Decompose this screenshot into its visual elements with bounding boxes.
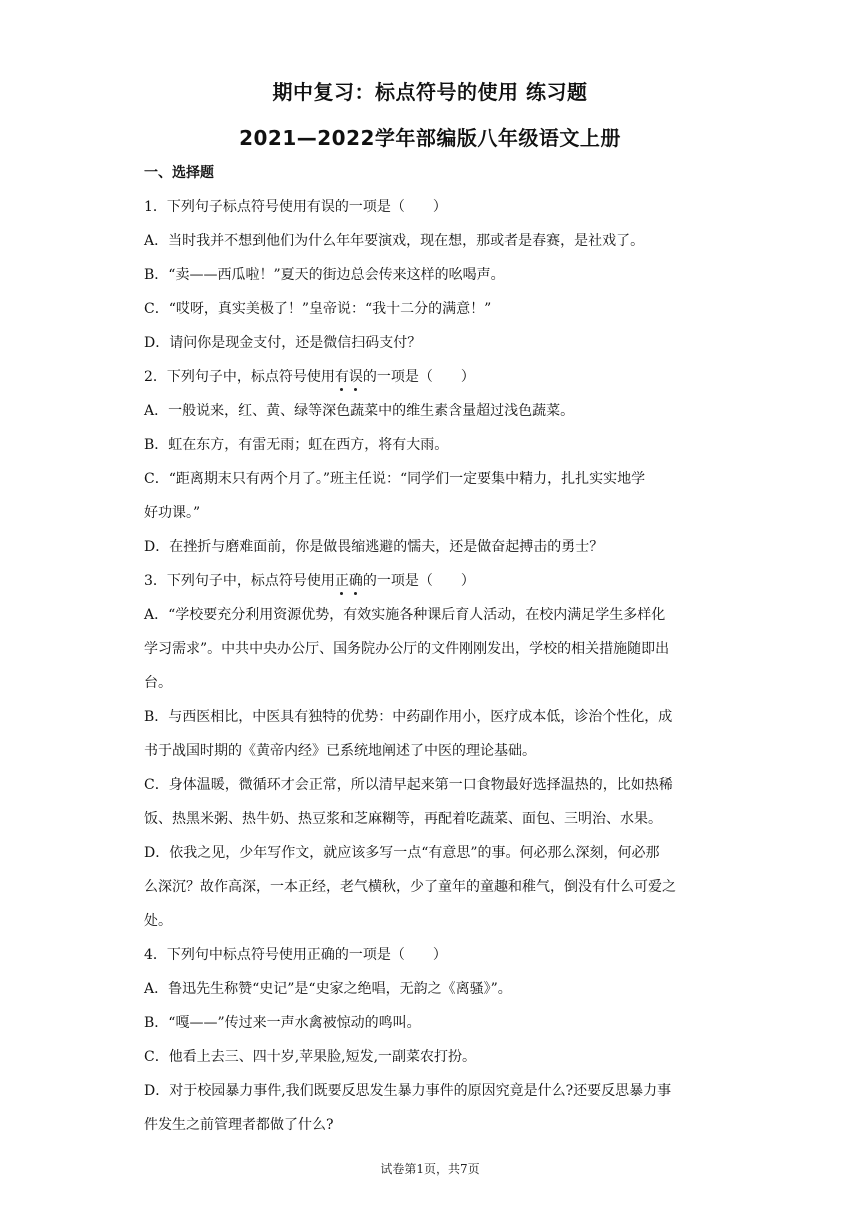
question-3-option-a-cont2: 台。 (144, 675, 172, 691)
question-1-stem: 1．下列句子标点符号使用有误的一项是（ ） (144, 199, 447, 215)
question-4-stem: 4．下列句中标点符号使用正确的一项是（ ） (144, 947, 447, 963)
question-3-option-b-cont: 书于战国时期的《黄帝内经》已系统地阐述了中医的理论基础。 (144, 743, 536, 759)
question-1-option-d: D．请问你是现金支付，还是微信扫码支付？ (144, 335, 422, 351)
question-4-option-d-cont: 件发生之前管理者都做了什么? (144, 1117, 334, 1133)
question-3-option-c: C．身体温暖，微循环才会正常，所以清早起来第一口食物最好选择温热的，比如热稀 (144, 777, 673, 793)
question-1-option-b: B．“卖——西瓜啦！”夏天的街边总会传来这样的吆喝声。 (144, 267, 505, 283)
page-footer: 试卷第1页，共7页 (380, 1162, 480, 1176)
question-4-option-a: A．鲁迅先生称赞“史记”是“史家之绝唱，无韵之《离骚》”。 (144, 981, 512, 997)
question-3-option-a: A．“学校要充分利用资源优势，有效实施各种课后育人活动，在校内满足学生多样化 (144, 607, 666, 623)
question-4-option-c: C．他看上去三、四十岁,苹果脸,短发,一副菜农打扮。 (144, 1049, 477, 1065)
question-4-option-d: D．对于校园暴力事件,我们既要反思发生暴力事件的原因究竟是什么?还要反思暴力事 (144, 1083, 672, 1099)
question-2-option-a: A．一般说来，红、黄、绿等深色蔬菜中的维生素含量超过浅色蔬菜。 (144, 403, 575, 419)
section-heading: 一、选择题 (144, 165, 214, 181)
emphasis-text (335, 369, 363, 385)
question-2-option-b: B．虹在东方，有雷无雨；虹在西方，将有大雨。 (144, 437, 449, 453)
question-2-stem (144, 366, 475, 386)
question-3-stem (144, 570, 475, 590)
question-2-option-d: D．在挫折与磨难面前，你是做畏缩逃避的懦夫，还是做奋起搏击的勇士？ (144, 539, 604, 555)
question-3-option-b: B．与西医相比，中医具有独特的优势：中药副作用小，医疗成本低，诊治个性化，成 (144, 709, 673, 725)
question-2-stem-post: 的一项是（ ） (362, 369, 475, 385)
question-3-stem-post: 的一项是（ ） (362, 573, 475, 589)
page-subtitle: 2021—2022学年部编版八年级语文上册 (239, 126, 621, 150)
question-2-option-c: C．“距离期末只有两个月了。”班主任说：“同学们一定要集中精力，扎扎实实地学 (144, 471, 646, 487)
question-3-option-d: D．依我之见，少年写作文，就应该多写一点“有意思”的事。何必那么深刻，何必那 (144, 845, 660, 861)
question-3-option-a-cont: 学习需求”。中共中央办公厅、国务院办公厅的文件刚刚发出，学校的相关措施随即出 (144, 641, 670, 657)
question-3-option-c-cont: 饭、热黑米粥、热牛奶、热豆浆和芝麻糊等，再配着吃蔬菜、面包、三明治、水果。 (144, 811, 662, 827)
question-1-option-a: A．当时我并不想到他们为什么年年要演戏，现在想，那或者是春赛，是社戏了。 (144, 233, 645, 249)
question-4-option-b: B．“嘎——”传过来一声水禽被惊动的鸣叫。 (144, 1015, 421, 1031)
question-1-option-c: C．“哎呀，真实美极了！”皇帝说：“我十二分的满意！” (144, 301, 492, 317)
question-3-option-d-cont2: 处。 (144, 913, 172, 929)
question-3-option-d-cont: 么深沉？故作高深，一本正经，老气横秋，少了童年的童趣和稚气，倒没有什么可爱之 (144, 879, 676, 895)
page-title: 期中复习：标点符号的使用 练习题 (272, 80, 588, 104)
emphasis-char: 有 (335, 366, 349, 386)
question-3-stem-pre: 3．下列句子中，标点符号使用 (144, 573, 335, 589)
emphasis-char: 误 (349, 366, 363, 386)
emphasis-text (335, 573, 363, 589)
question-2-stem-pre: 2．下列句子中，标点符号使用 (144, 369, 335, 385)
emphasis-char: 正 (335, 570, 349, 590)
question-2-option-c-cont: 好功课。” (144, 505, 201, 521)
emphasis-char: 确 (349, 570, 363, 590)
